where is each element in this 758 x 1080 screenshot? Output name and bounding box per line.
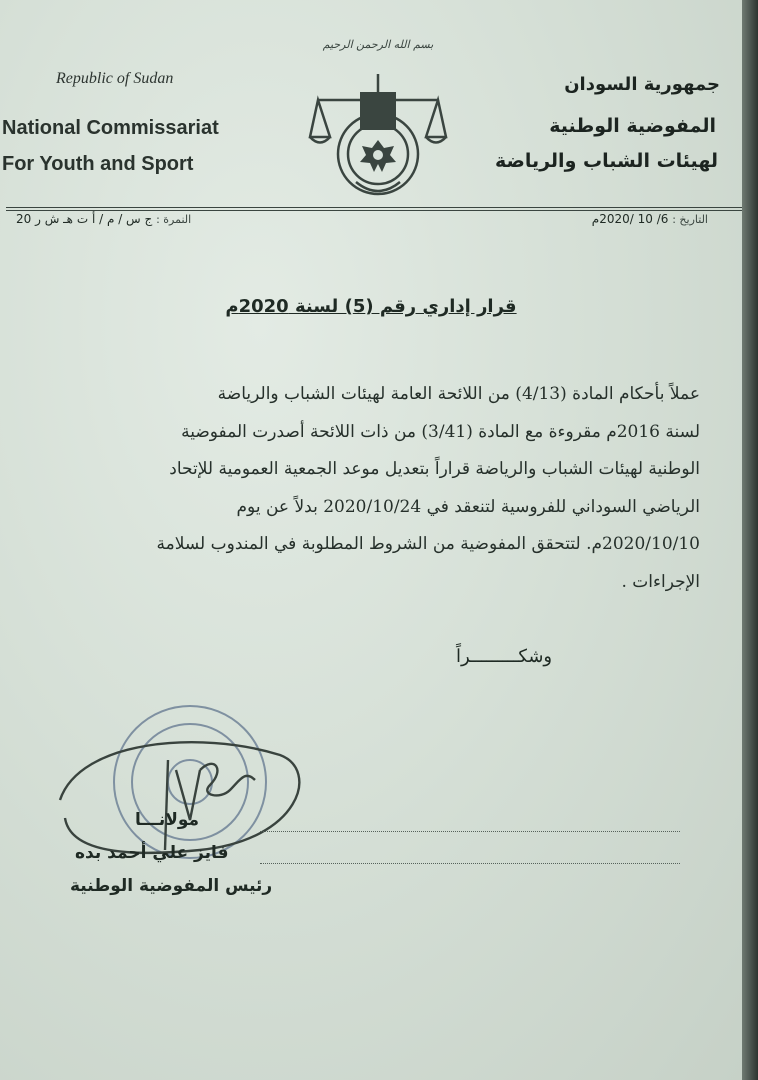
closing-thanks: وشكـــــــــراً [456,646,553,667]
reference-label: النمرة : [156,213,192,226]
body-line: الوطنية لهيئات الشباب والرياضة قراراً بتعديل موعد الجمعية العمومية للإتحاد [169,459,700,479]
body-line: الرياضي السوداني للفروسية لتنعقد في 2020/10/24 بدلاً عن يوم [236,496,700,517]
decree-body [68,376,700,601]
reference-number [16,212,191,226]
commission-emblem-icon [308,62,448,202]
signature-line [260,830,680,832]
document-date [592,212,708,226]
decree-title: قرار إداري رقم (5) لسنة 2020م [225,296,517,317]
basmala: بسم الله الرحمن الرحيم [322,38,434,51]
signatory-position: رئيس المفوضية الوطنية [70,876,273,896]
header-commissariat-en: National Commissariat [2,117,219,139]
header-republic-en: Republic of Sudan [56,70,174,87]
signature-line [260,862,680,864]
signatory-honorific: مولانـــا [135,810,200,830]
header-bodies-ar: لهيئات الشباب والرياضة [494,150,718,172]
header-divider [6,207,742,208]
date-value: 6/ 10 /2020م [591,212,669,226]
body-line: 2020/10/10م. لتتحقق المفوضية من الشروط المطلوبة في المندوب لسلامة [156,534,700,554]
header-youth-sport-en: For Youth and Sport [2,153,194,175]
signatory-name: فايز علي أحمد بده [75,843,229,863]
header-commissariat-ar: المفوضية الوطنية [549,115,716,137]
header-republic-ar: جمهورية السودان [564,74,720,95]
header-divider-2 [6,210,742,211]
body-line: عملاً بأحكام المادة (4/13) من اللائحة العامة لهيئات الشباب والرياضة [217,384,700,404]
body-line: لسنة 2016م مقروءة مع المادة (3/41) من ذات اللائحة أصدرت المفوضية [181,421,700,442]
page-edge-shadow [742,0,758,1080]
date-label: التاريخ : [672,213,708,226]
body-line: الإجراءات . [621,571,700,592]
reference-value: ج س / م / أ ت هـ ش ر 20 [16,212,153,226]
